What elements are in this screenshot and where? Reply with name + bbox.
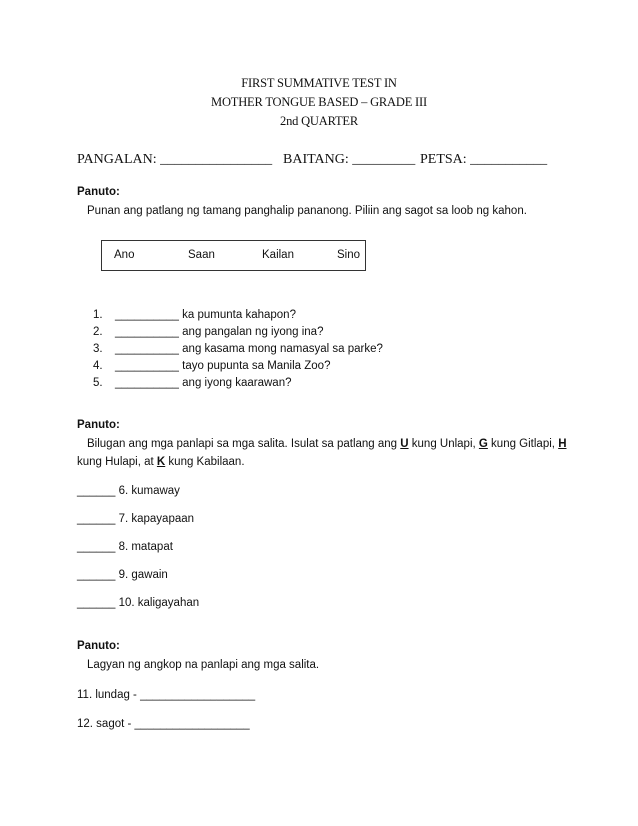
item-10: ______ 10. kaligayahan [77, 597, 200, 609]
item-12: 12. sagot - __________________ [77, 718, 250, 730]
item-5-number: 5. [93, 377, 103, 389]
title-line-3: 2nd QUARTER [280, 114, 358, 128]
letter-u: U [400, 438, 409, 450]
letter-g: G [478, 438, 488, 450]
section1-heading: Panuto: [77, 186, 120, 198]
choice-sino: Sino [337, 249, 361, 261]
instr-part-c: kung Gitlapi, [487, 438, 559, 450]
item-4-text: __________ tayo pupunta sa Manila Zoo? [115, 360, 331, 372]
item-2-number: 2. [93, 326, 103, 338]
section1-instruction: Punan ang patlang ng tamang panghalip pananong. Piliin ang sagot sa loob ng kahon. [87, 205, 527, 217]
item-1-text: __________ ka pumunta kahapon? [115, 309, 296, 321]
section2-heading: Panuto: [77, 419, 120, 431]
item-8: ______ 8. matapat [77, 541, 173, 553]
item-11: 11. lundag - __________________ [77, 689, 256, 701]
section2-instruction-line-2 [77, 456, 245, 468]
item-7: ______ 7. kapayapaan [77, 513, 195, 525]
choice-ano: Ano [114, 249, 135, 261]
title-line-1: FIRST SUMMATIVE TEST IN [241, 76, 397, 90]
section3-instruction: Lagyan ng angkop na panlapi ang mga salita. [87, 659, 320, 671]
grade-field-label: BAITANG: _________ [283, 152, 416, 167]
choice-saan: Saan [188, 249, 215, 261]
instr-part-d: kung Hulapi, at [77, 456, 157, 468]
item-5-text: __________ ang iyong kaarawan? [115, 377, 292, 389]
instr-part-b: kung Unlapi, [408, 438, 479, 450]
name-field-label: PANGALAN: ________________ [77, 152, 273, 167]
date-field-label: PETSA: ___________ [420, 152, 548, 167]
instr-part-e: kung Kabilaan. [165, 456, 245, 468]
item-3-number: 3. [93, 343, 103, 355]
item-6: ______ 6. kumaway [77, 485, 180, 497]
item-4-number: 4. [93, 360, 103, 372]
choice-kailan: Kailan [262, 249, 294, 261]
item-2-text: __________ ang pangalan ng iyong ina? [115, 326, 324, 338]
section2-instruction-line-1 [87, 438, 567, 450]
letter-k: K [156, 456, 166, 468]
letter-h: H [558, 438, 567, 450]
item-3-text: __________ ang kasama mong namasyal sa parke? [115, 343, 383, 355]
choices-box [101, 240, 366, 271]
item-9: ______ 9. gawain [77, 569, 168, 581]
title-line-2: MOTHER TONGUE BASED – GRADE III [211, 95, 427, 109]
item-1-number: 1. [93, 309, 103, 321]
instr-part-a: Bilugan ang mga panlapi sa mga salita. Isulat sa patlang ang [87, 438, 401, 450]
section3-heading: Panuto: [77, 640, 120, 652]
